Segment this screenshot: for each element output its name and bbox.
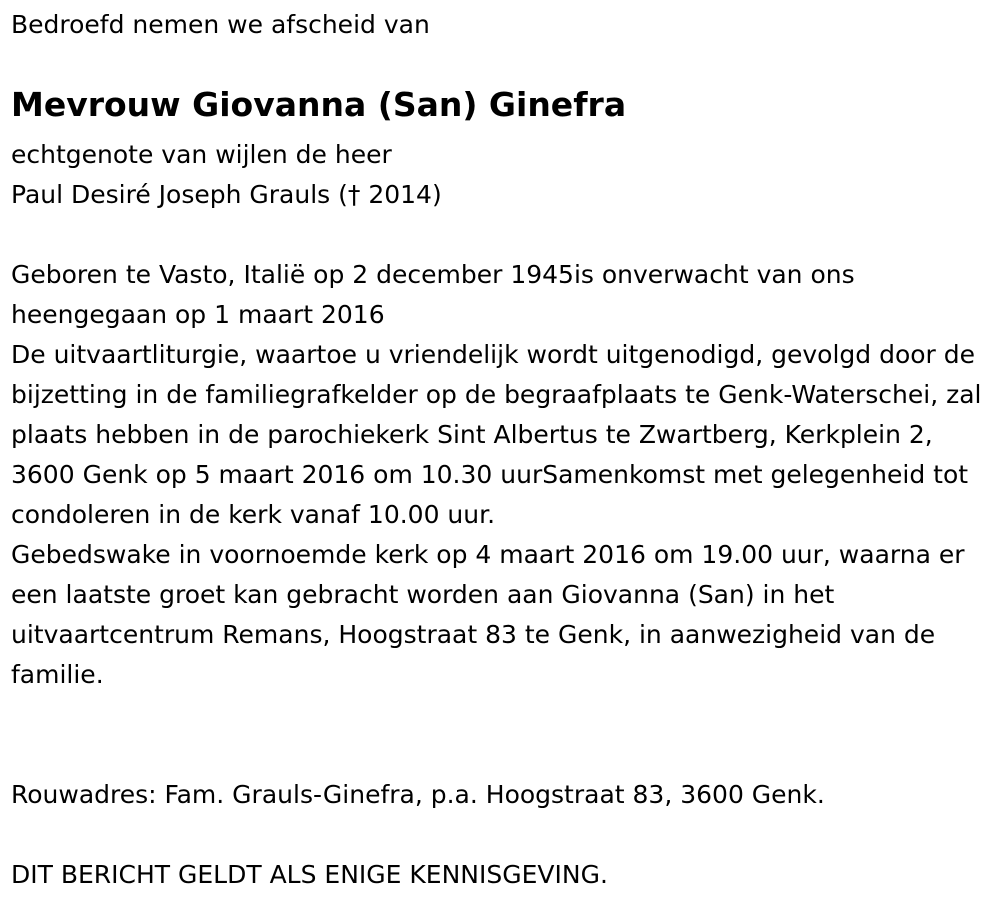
relation-block — [11, 135, 442, 215]
mourning-address: Rouwadres: Fam. Grauls-Ginefra, p.a. Hoogstraat 83, 3600 Genk. — [11, 780, 825, 809]
death-year: 2014) — [360, 180, 442, 209]
funeral-paragraph: De uitvaartliturgie, waartoe u vriendelijk wordt uitgenodigd, gevolgd door de bijzetting in de familiegrafkelder op de begraafplaats te Genk-Waterschei, zal plaats hebben in de parochiekerk Sint Albertus te Zwartberg, Kerkplein 2, 3600 Genk op 5 maart 2016 om 10.30 uurSamenkomst met gelegenheid tot condoleren in de kerk vanaf 10.00 uur. — [11, 340, 982, 529]
cross-icon: † — [347, 180, 361, 209]
vigil-paragraph: Gebedswake in voornoemde kerk op 4 maart 2016 om 19.00 uur, waarna er een laatste groet kan gebracht worden aan Giovanna (San) in het uitvaartcentrum Remans, Hoogstraat 83 te Genk, in aanwezigheid van de familie. — [11, 540, 965, 689]
intro-text: Bedroefd nemen we afscheid van — [11, 10, 430, 39]
spouse-name: Paul Desiré Joseph Grauls ( — [11, 180, 348, 209]
relation-line: echtgenote van wijlen de heer — [11, 140, 392, 169]
deceased-name: Mevrouw Giovanna (San) Ginefra — [11, 85, 627, 124]
spouse-line — [11, 175, 442, 215]
closing-statement: DIT BERICHT GELDT ALS ENIGE KENNISGEVING. — [11, 860, 608, 889]
notice-body — [11, 255, 996, 695]
birth-death-paragraph: Geboren te Vasto, Italië op 2 december 1945is onverwacht van ons heengegaan op 1 maart 2016 — [11, 260, 855, 329]
